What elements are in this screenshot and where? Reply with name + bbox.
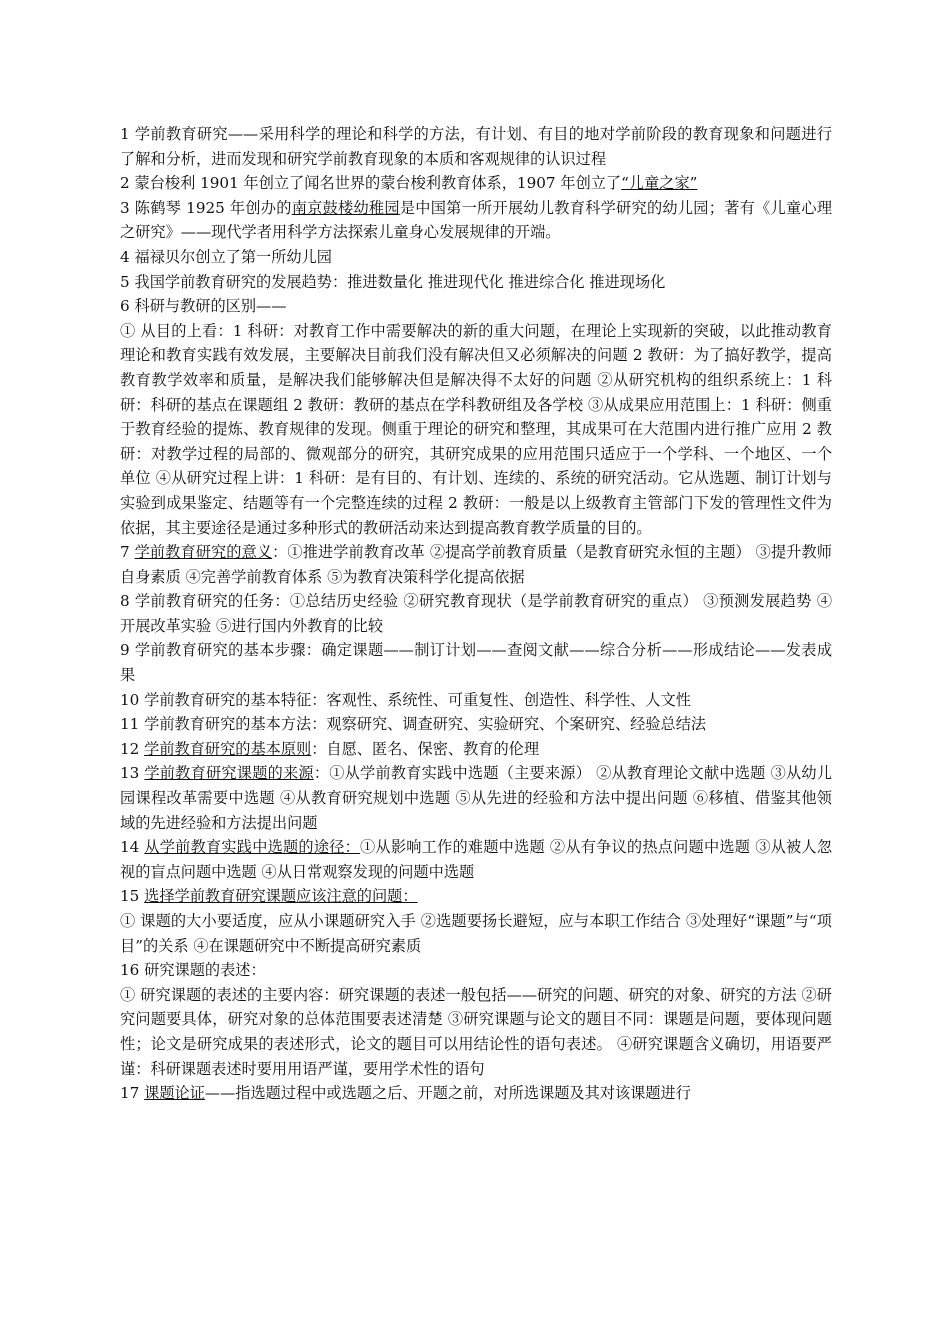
item-15: 15 选择学前教育研究课题应该注意的问题： — [120, 887, 418, 906]
item-10: 10 学前教育研究的基本特征：客观性、系统性、可重复性、创造性、科学性、人文性 — [120, 690, 691, 709]
item-6: 6 科研与教研的区别—— — [120, 297, 287, 316]
item-16: 16 研究课题的表述： — [120, 961, 266, 980]
item-17: 17 课题论证——指选题过程中或选题之后、开题之前，对所选课题及其对该课题进行 — [120, 1084, 691, 1103]
underlined-term: “儿童之家” — [621, 174, 698, 193]
item-16-body: ① 研究课题的表述的主要内容：研究课题的表述一般包括——研究的问题、研究的对象、研究的方法 ②研究问题要具体，研究对象的总体范围要表述清楚 ③研究课题与论文的题目不同：课题是问题，要体现问题性；论文是研究成果的表述形式，论文的题目可以用结论性的语句表述。 ④研究课题含义确切，用语要严谨：科研课题表述时要用用语严谨，要用学术性的语句 — [120, 985, 832, 1078]
underlined-term: 学前教育研究的基本原则 — [144, 739, 312, 758]
item-11: 11 学前教育研究的基本方法：观察研究、调查研究、实验研究、个案研究、经验总结法 — [120, 715, 707, 734]
item-6-body: ① 从目的上看：1 科研：对教育工作中需要解决的新的重大问题，在理论上实现新的突破，以此推动教育理论和教育实践有效发展，主要解决目前我们没有解决但又必须解决的问题 2 教研：为了搞好教学，提高教育教学效率和质量，是解决我们能够解决但是解决得不太好的问题 ②从研究机构的组织系统上：1 科研：科研的基点在课题组 2 教研：教研的基点在学科教研组及各学校 ③从成果应用范围上：1 科研：侧重于教育经验的提炼、教育规律的发现。侧重于理论的研究和整理，其成果可在大范围内进行推广应用 2 教研：对教学过程的局部的、微观部分的研究，其研究成果的应用范围只适应于一个学科、一个地区、一个单位 ④从研究过程上讲：1 科研：是有目的、有计划、连续的、系统的研究活动。它从选题、制订计划与实验到成果鉴定、结题等有一个完整连续的过程 2 教研：一般是以上级教育主管部门下发的管理性文件为依据，其主要途径是通过多种形式的教研活动来达到提高教育教学质量的目的。 — [120, 321, 832, 537]
underlined-term: 学前教育研究课题的来源 — [144, 764, 314, 783]
item-12: 12 学前教育研究的基本原则：自愿、匿名、保密、教育的伦理 — [120, 739, 540, 758]
item-4: 4 福禄贝尔创立了第一所幼儿园 — [120, 247, 332, 266]
item-14: 14 从学前教育实践中选题的途径：①从影响工作的难题中选题 ②从有争议的热点问题中选题 ③从被人忽视的盲点问题中选题 ④从日常观察发现的问题中选题 — [120, 838, 833, 881]
item-15-body: ① 课题的大小要适度，应从小课题研究入手 ②选题要扬长避短，应与本职工作结合 ③处理好“课题”与“项目”的关系 ④在课题研究中不断提高研究素质 — [120, 912, 832, 955]
underlined-term: 南京鼓楼幼稚园 — [291, 198, 400, 217]
underlined-term: 学前教育研究的意义 — [134, 543, 273, 562]
item-5: 5 我国学前教育研究的发展趋势：推进数量化 推进现代化 推进综合化 推进现场化 — [120, 272, 666, 291]
underlined-term: 从学前教育实践中选题的途径： — [144, 838, 361, 857]
item-2: 2 蒙台梭利 1901 年创立了闻名世界的蒙台梭利教育体系，1907 年创立了“儿童之家” — [120, 174, 698, 193]
item-7: 7 学前教育研究的意义：①推进学前教育改革 ②提高学前教育质量（是教育研究永恒的主题） ③提升教师自身素质 ④完善学前教育体系 ⑤为教育决策科学化提高依据 — [120, 543, 832, 586]
underlined-term: 课题论证 — [144, 1084, 205, 1103]
item-8: 8 学前教育研究的任务：①总结历史经验 ②研究教育现状（是学前教育研究的重点） ③预测发展趋势 ④开展改革实验 ⑤进行国内外教育的比较 — [120, 592, 833, 635]
item-3: 3 陈鹤琴 1925 年创办的南京鼓楼幼稚园是中国第一所开展幼儿教育科学研究的幼儿园；著有《儿童心理之研究》——现代学者用科学方法探索儿童身心发展规律的开端。 — [120, 198, 833, 242]
underlined-term: 选择学前教育研究课题应该注意的问题： — [144, 887, 418, 906]
item-13: 13 学前教育研究课题的来源：①从学前教育实践中选题（主要来源） ②从教育理论文献中选题 ③从幼儿园课程改革需要中选题 ④从教育研究规划中选题 ⑤从先进的经验和方法中提出问题 ⑥移植、借鉴其他领域的先进经验和方法提出问题 — [120, 764, 833, 832]
item-1: 1 学前教育研究——采用科学的理论和科学的方法，有计划、有目的地对学前阶段的教育现象和问题进行了解和分析，进而发现和研究学前教育现象的本质和客观规律的认识过程 — [120, 125, 833, 168]
item-9: 9 学前教育研究的基本步骤：确定课题——制订计划——查阅文献——综合分析——形成结论——发表成果 — [120, 641, 833, 685]
